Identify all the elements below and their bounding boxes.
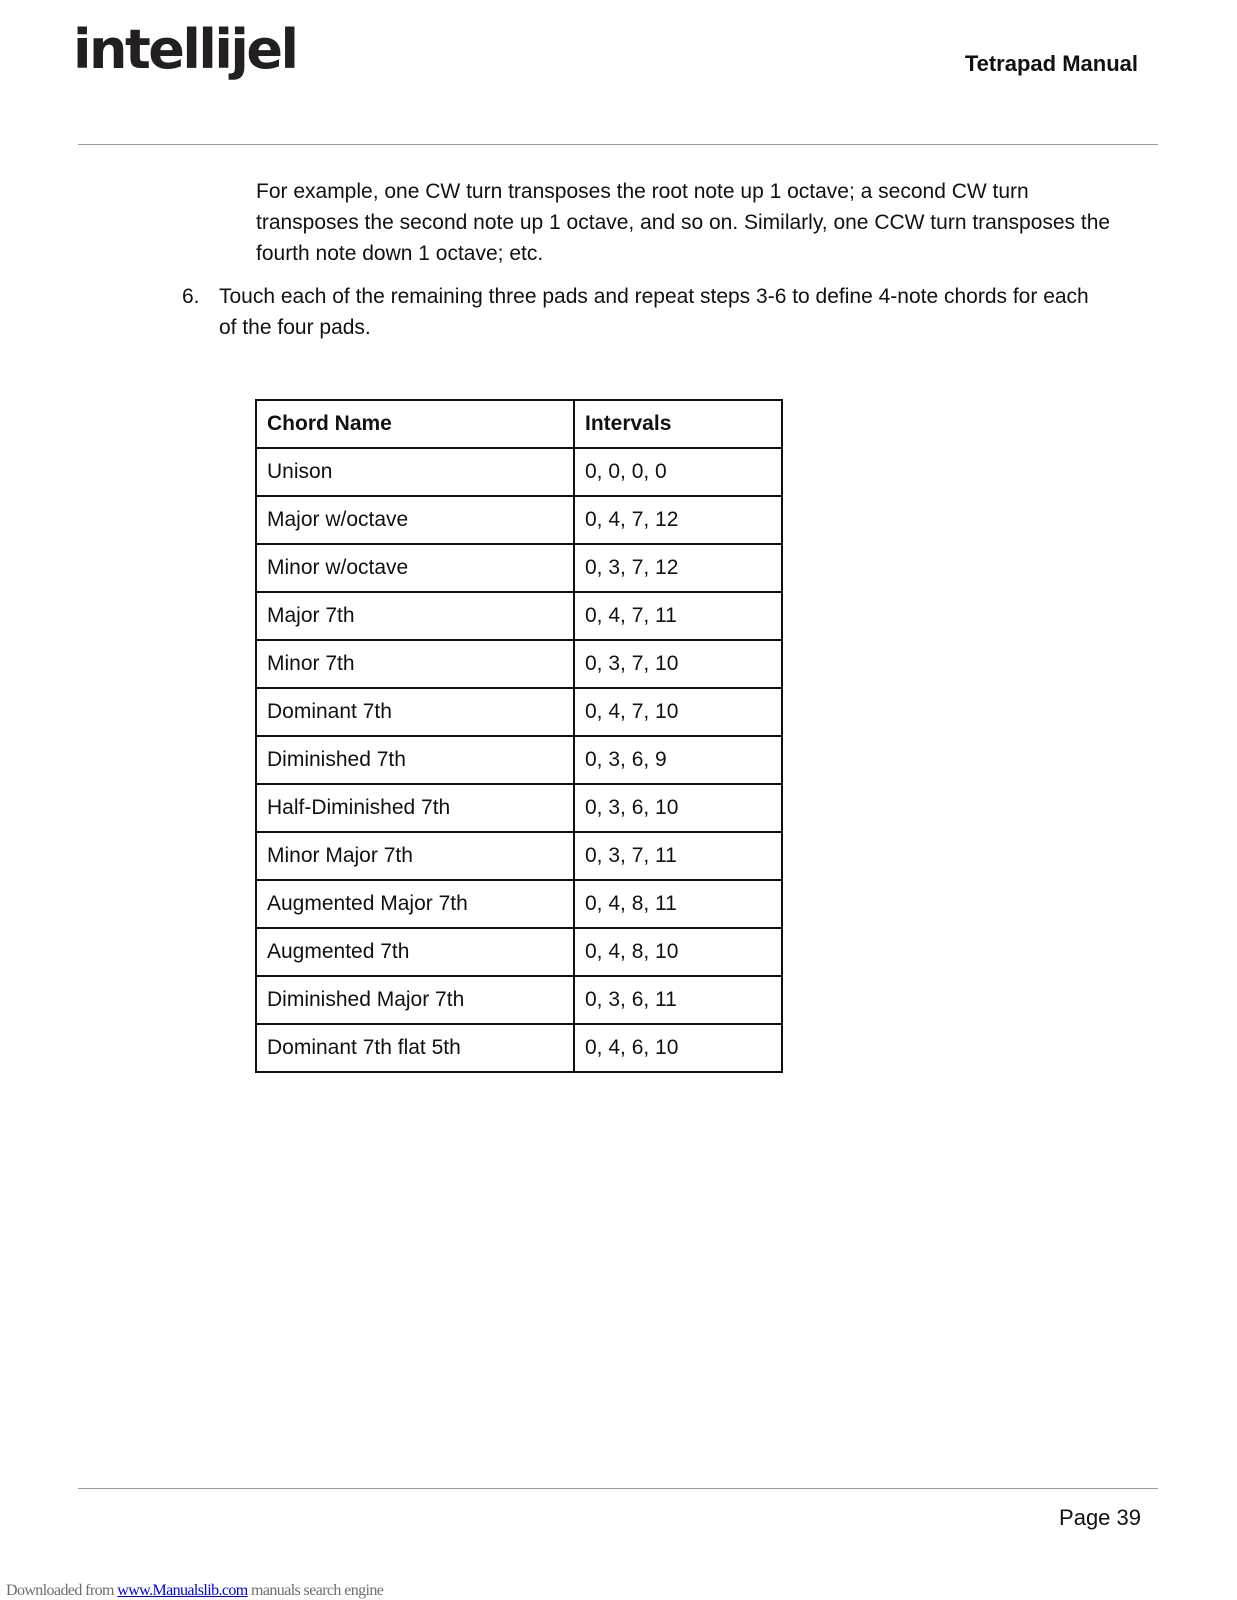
download-footer [6, 1582, 383, 1600]
intervals-cell: 0, 3, 7, 11 [574, 832, 782, 880]
chord-name-cell: Diminished Major 7th [256, 976, 574, 1024]
document-title: Tetrapad Manual [964, 51, 1138, 76]
chord-name-cell: Unison [256, 448, 574, 496]
manualslib-link[interactable]: www.Manualslib.com [117, 1582, 248, 1599]
table-header-row [256, 400, 782, 448]
intervals-cell: 0, 3, 6, 10 [574, 784, 782, 832]
intervals-cell: 0, 3, 6, 11 [574, 976, 782, 1024]
intervals-cell: 0, 4, 6, 10 [574, 1024, 782, 1072]
chord-name-cell: Diminished 7th [256, 736, 574, 784]
chord-name-cell: Major 7th [256, 592, 574, 640]
footer-prefix-text: Downloaded from [6, 1582, 118, 1599]
intervals-cell: 0, 4, 8, 11 [574, 880, 782, 928]
table-row [256, 880, 782, 928]
chord-name-cell: Half-Diminished 7th [256, 784, 574, 832]
chord-name-cell: Minor w/octave [256, 544, 574, 592]
intervals-cell: 0, 4, 7, 12 [574, 496, 782, 544]
intervals-cell: 0, 0, 0, 0 [574, 448, 782, 496]
footer-divider [78, 1488, 1158, 1489]
footer-suffix-text: manuals search engine [247, 1582, 384, 1599]
table-row [256, 736, 782, 784]
table-row [256, 784, 782, 832]
table-row [256, 448, 782, 496]
table-row [256, 496, 782, 544]
intervals-cell: 0, 3, 7, 10 [574, 640, 782, 688]
table-row [256, 640, 782, 688]
intervals-cell: 0, 3, 7, 12 [574, 544, 782, 592]
table-row [256, 544, 782, 592]
header-divider [78, 144, 1158, 145]
chord-table [255, 399, 783, 1073]
chord-name-cell: Dominant 7th [256, 688, 574, 736]
body-paragraph: For example, one CW turn transposes the root note up 1 octave; a second CW turn transposes the second note up 1 octave, and so on. Similarly, one CCW turn transposes the fourth note down 1 octave; etc. [256, 180, 1111, 265]
chord-name-cell: Dominant 7th flat 5th [256, 1024, 574, 1072]
table-row [256, 592, 782, 640]
column-header-chord-name: Chord Name [256, 400, 574, 448]
chord-name-cell: Minor Major 7th [256, 832, 574, 880]
column-header-intervals: Intervals [574, 400, 782, 448]
step-text: Touch each of the remaining three pads and repeat steps 3-6 to define 4-note chords for each of the four pads. [219, 285, 1089, 339]
intellijel-logo: intellijel [73, 18, 297, 81]
chord-name-cell: Minor 7th [256, 640, 574, 688]
table-row [256, 928, 782, 976]
table-row [256, 688, 782, 736]
chord-name-cell: Augmented Major 7th [256, 880, 574, 928]
step-number: 6. [182, 285, 200, 308]
intervals-cell: 0, 4, 7, 10 [574, 688, 782, 736]
table-row [256, 832, 782, 880]
chord-name-cell: Major w/octave [256, 496, 574, 544]
intervals-cell: 0, 4, 7, 11 [574, 592, 782, 640]
intervals-cell: 0, 3, 6, 9 [574, 736, 782, 784]
table-row [256, 1024, 782, 1072]
chord-name-cell: Augmented 7th [256, 928, 574, 976]
page-number: Page 39 [1059, 1505, 1141, 1530]
table-row [256, 976, 782, 1024]
step-item [182, 281, 1102, 343]
intervals-cell: 0, 4, 8, 10 [574, 928, 782, 976]
